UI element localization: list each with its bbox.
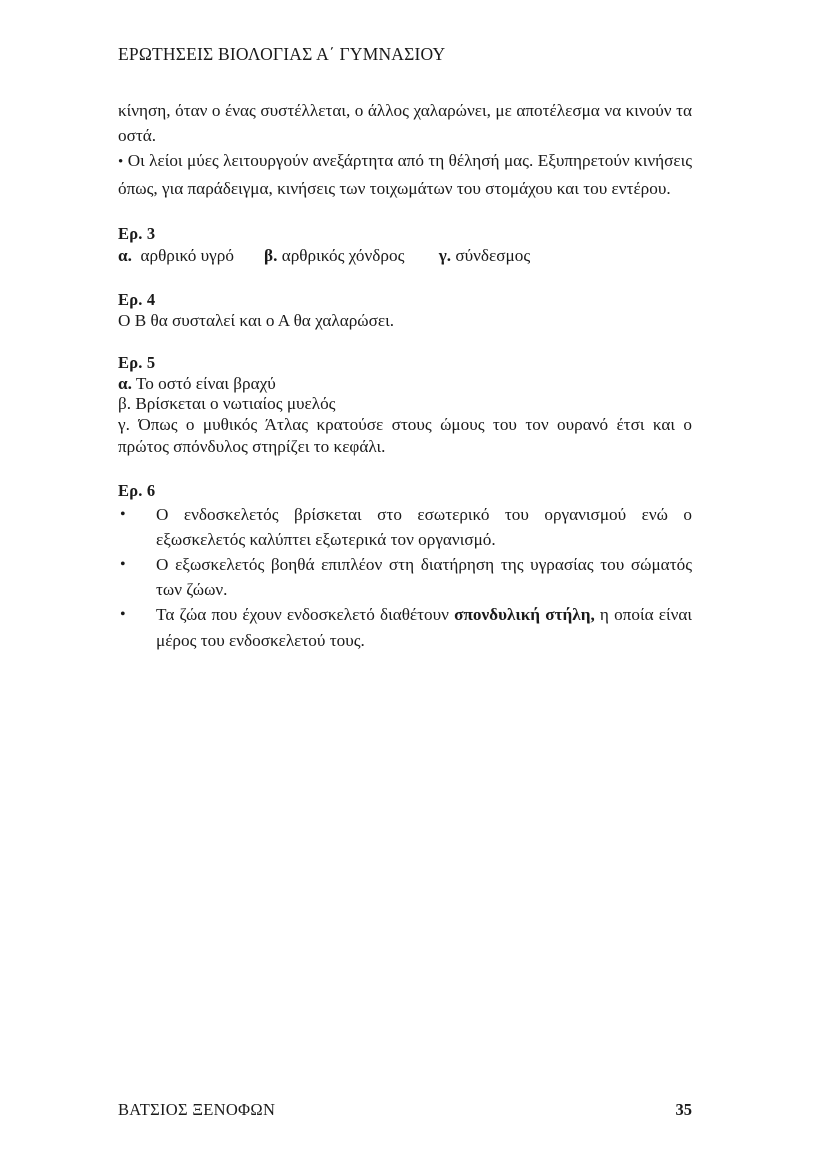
spacer [118,267,692,288]
choice-label-c: γ. [438,245,452,265]
spacer [118,201,692,222]
answer-label-b: β. [118,394,132,413]
spacer [118,458,692,479]
choice-text-b: αρθρικός χόνδρος [281,245,405,265]
question-heading-6: Ερ. 6 [118,480,156,500]
footer-author: ΒΑΤΣΙΟΣ ΞΕΝΟΦΩΝ [118,1100,276,1119]
question-heading-3: Ερ. 3 [118,223,156,243]
question-5-line-b [118,394,692,414]
choice-label-b: β. [264,245,278,265]
answer-text-c: Όπως ο μυθικός Άτλας κρατούσε στους ώμους του τον ουρανό έτσι και ο πρώτος σπόνδυλος στηρίζει το κεφάλι. [118,414,693,456]
question-heading-5: Ερ. 5 [118,353,156,373]
question-heading-4: Ερ. 4 [118,289,156,309]
choice-label-a: α. [118,245,132,265]
bullet-icon: • [120,505,126,523]
running-head: ΕΡΩΤΗΣΕΙΣ ΒΙΟΛΟΓΙΑΣ Α΄ ΓΥΜΝΑΣΙΟΥ [118,44,446,64]
bullet-icon: • [120,556,126,573]
question-6-bullet-list [118,502,692,653]
answer-label-a: α. [118,374,132,394]
list-item [118,602,692,652]
list-item-text: Ο ενδοσκελετός βρίσκεται στο εσωτερικό του οργανισμού ενώ ο εξωσκελετός καλύπτει εξωτερικά τον οργανισμό. [156,504,692,549]
question-4-answer: Ο Β θα συσταλεί και ο Α θα χαλαρώσει. [118,310,394,330]
bullet-icon: • [120,606,126,624]
choice-text-a: αρθρικό υγρό [140,245,234,265]
answer-text-a: Το οστό είναι βραχύ [135,374,276,394]
smooth-muscle-bullet-paragraph [118,148,692,200]
list-item-text-before: Τα ζώα που έχουν ενδοσκελετό διαθέτουν [156,605,455,625]
question-5-line-c [118,414,692,458]
list-item-text-emphasis: σπονδυλική στήλη, [454,605,595,625]
continued-paragraph: κίνηση, όταν ο ένας συστέλλεται, ο άλλος χαλαρώνει, με αποτέλεσμα να κινούν τα οστά. [118,101,692,146]
page-number: 35 [675,1100,692,1119]
list-item-text: Ο εξωσκελετός βοηθά επιπλέον στη διατήρηση της υγρασίας του σώματός των ζώων. [156,555,692,600]
answer-text-b: Βρίσκεται ο νωτιαίος μυελός [135,394,336,413]
question-3-choices [118,245,692,267]
spacer [118,330,692,351]
question-5-line-a [118,374,692,394]
list-item [118,552,692,602]
page-footer [118,1100,692,1120]
answer-label-c: γ. [118,414,130,434]
list-item [118,502,692,552]
smooth-muscle-bullet-text: Οι λείοι μύες λειτουργούν ανεξάρτητα από τη θέλησή μας. Εξυπηρετούν κινήσεις όπως, για παράδειγμα, κινήσεις των τοιχωμάτων του στομάχου και του εντέρου. [118,151,693,198]
document-body [118,98,692,653]
choice-text-c: σύνδεσμος [455,245,531,265]
bullet-icon: • [118,154,124,171]
list-item-text-after: η οποία είναι μέρος του ενδοσκελετού τους. [156,605,692,650]
